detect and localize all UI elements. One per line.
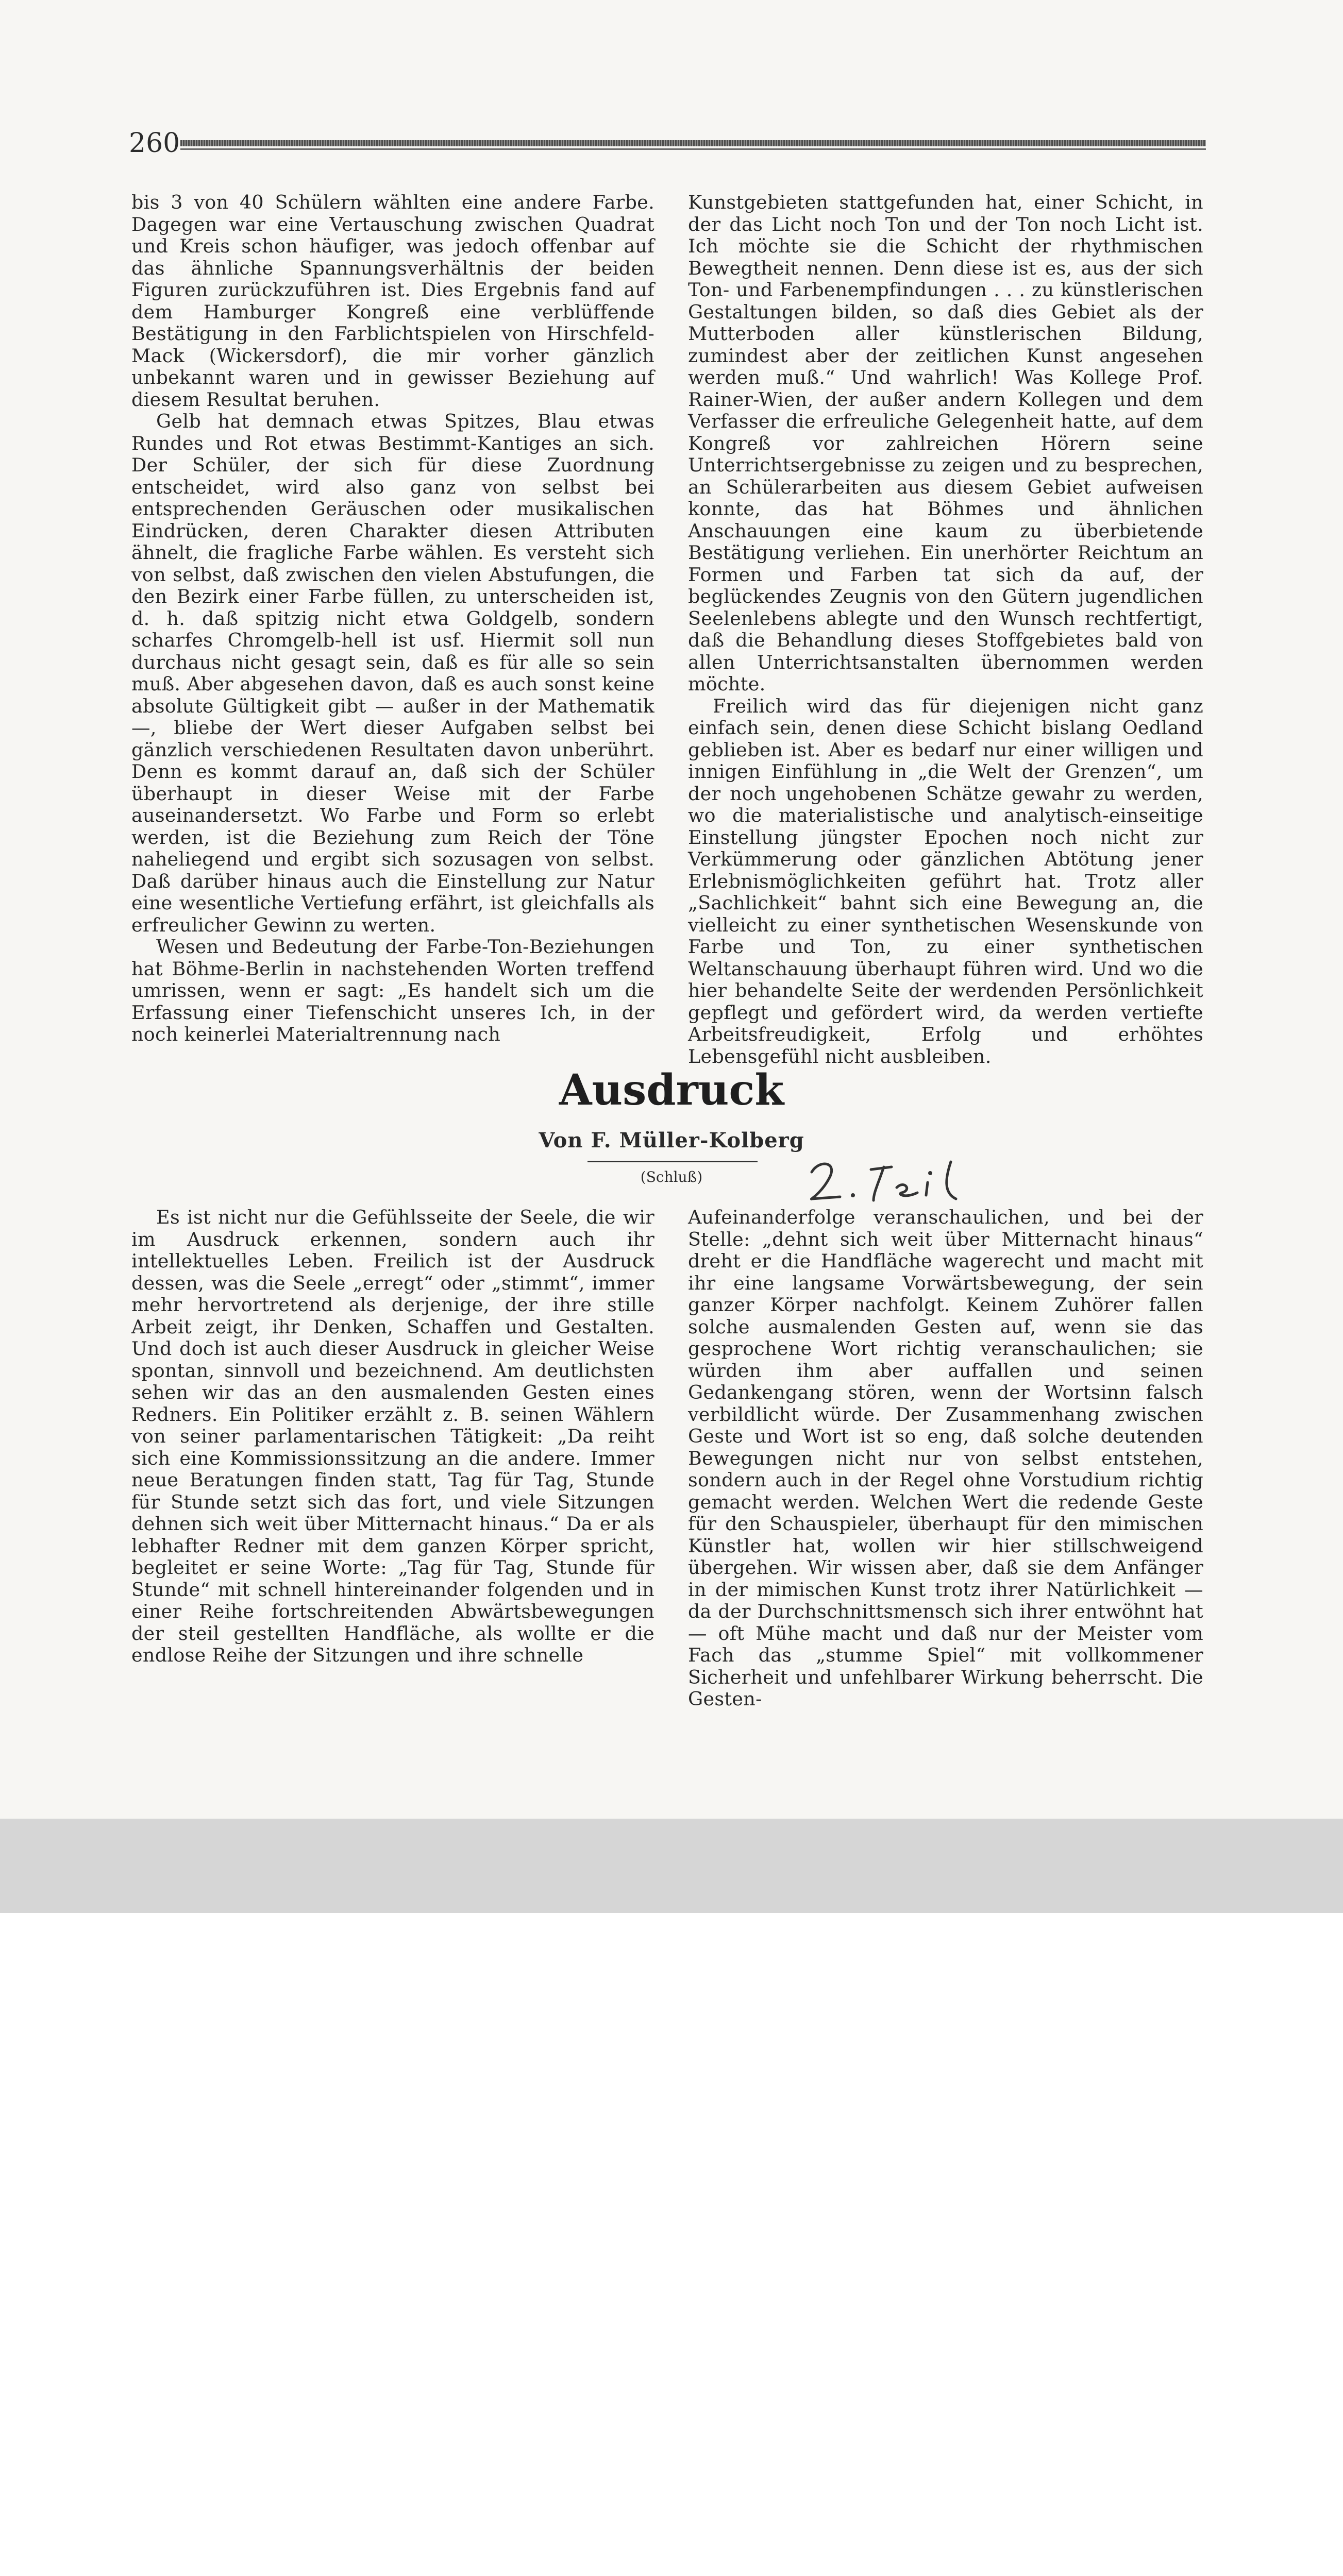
page-number: 260	[129, 128, 180, 159]
upper-left-column	[131, 192, 654, 1046]
paragraph: Aufeinanderfolge veranschaulichen, und bei der Stelle: „dehnt sich weit über Mitternacht hinaus“ dreht er die Handfläche wagerecht und macht mit ihr eine langsame Vorwärtsbewegung, der sein ganzer Körper nachfolgt. Keinem Zuhörer fallen solche ausmalenden Gesten auf, wenn sie das gesprochene Wort richtig veranschaulichen; sie würden ihm aber auffallen und seinen Gedankengang stören, wenn der Wortsinn falsch verbildlicht würde. Der Zusammenhang zwischen Geste und Wort ist so eng, daß solche deutenden Bewegungen nicht nur von selbst entstehen, sondern auch in der Regel ohne Vorstudium richtig gemacht werden. Welchen Wert die redende Geste für den Schauspieler, überhaupt für den mimischen Künstler hat, wollen wir hier stillschweigend übergehen. Wir wissen aber, daß sie dem Anfänger in der mimischen Kunst trotz ihrer Natürlichkeit — da der Durchschnittsmensch sich ihrer entwöhnt hat — oft Mühe macht und daß nur der Meister vom Fach das „stumme Spiel“ mit vollkommener Sicherheit und unfehlbarer Wirkung beherrscht. Die Gesten-	[688, 1206, 1203, 1710]
byline-rule	[587, 1161, 758, 1162]
article-byline: Von F. Müller-Kolberg	[539, 1128, 804, 1153]
paragraph: Gelb hat demnach etwas Spitzes, Blau etwas Rundes und Rot etwas Bestimmt-Kantiges an sich. Der Schüler, der sich für diese Zuordnung entscheidet, wird also ganz von selbst bei entsprechenden Geräuschen oder musikalischen Eindrücken, deren Charakter diesen Attributen ähnelt, die fragliche Farbe wählen. Es versteht sich von selbst, daß zwischen den vielen Abstufungen, die den Bezirk einer Farbe füllen, zu unterscheiden ist, d. h. daß spitzig nicht etwa Goldgelb, sondern scharfes Chromgelb-hell ist usf. Hiermit soll nun durchaus nicht gesagt sein, daß es für alle so sein muß. Aber abgesehen davon, daß es auch sonst keine absolute Gültigkeit gibt — außer in der Mathematik —, bliebe der Wert dieser Aufgaben selbst bei gänzlich verschiedenen Resultaten davon unberührt. Denn es kommt darauf an, daß sich der Schüler überhaupt in dieser Weise mit der Farbe auseinandersetzt. Wo Farbe und Form so erlebt werden, ist die Beziehung zum Reich der Töne naheliegend und ergibt sich sozusagen von selbst. Daß darüber hinaus auch die Einstellung zur Natur eine wesentliche Vertiefung erfährt, ist gleichfalls als erfreulicher Gewinn zu werten.	[131, 410, 654, 936]
paragraph: Freilich wird das für diejenigen nicht ganz einfach sein, denen diese Schicht bislang Oedland geblieben ist. Aber es bedarf nur einer willigen und innigen Einfühlung in „die Welt der Grenzen“, um der noch ungehobenen Schätze gewahr zu werden, wo die materialistische und analytisch-einseitige Einstellung jüngster Epochen noch nicht zur Verkümmerung oder gänzlichen Abtötung jener Erlebnismöglichkeiten geführt hat. Trotz aller „Sachlichkeit“ bahnt sich eine Bewegung an, die vielleicht zu einer synthetischen Wesenskunde von Farbe und Ton, zu einer synthetischen Weltanschauung überhaupt führen wird. Und wo die hier behandelte Seite der werdenden Persönlichkeit gepflegt und gefördert wird, da werden vertiefte Arbeitsfreudigkeit, Erfolg und erhöhtes Lebensgefühl nicht ausbleiben.	[688, 694, 1203, 1067]
footer-bar	[0, 1819, 1343, 1913]
lower-right-column	[688, 1207, 1203, 1710]
header-rule	[180, 140, 1206, 146]
lower-left-column	[131, 1207, 654, 1667]
paragraph: Wesen und Bedeutung der Farbe-Ton-Beziehungen hat Böhme-Berlin in nachstehenden Worten treffend umrissen, wenn er sagt: „Es handelt sich um die Erfassung einer Tiefenschicht unseres Ich, in der noch keinerlei Materialtrennung nach	[131, 936, 654, 1045]
article-title: Ausdruck	[559, 1065, 784, 1115]
paragraph: bis 3 von 40 Schülern wählten eine andere Farbe. Dagegen war eine Vertauschung zwischen Quadrat und Kreis schon häufiger, was jedoch offenbar auf das ähnliche Spannungsverhältnis der beiden Figuren zurückzuführen ist. Dies Ergebnis fand auf dem Hamburger Kongreß eine verblüffende Bestätigung in den Farblichtspielen von Hirschfeld-Mack (Wickersdorf), die mir vorher gänzlich unbekannt waren und in gewisser Beziehung auf diesem Resultat beruhen.	[131, 191, 654, 411]
upper-right-column	[688, 192, 1203, 1067]
paragraph: Kunstgebieten stattgefunden hat, einer Schicht, in der das Licht noch Ton und der Ton noch Licht ist. Ich möchte sie die Schicht der rhythmischen Bewegtheit nennen. Denn diese ist es, aus der sich Ton- und Farbenempfindungen . . . zu künstlerischen Gestaltungen bilden, so daß dies Gebiet als der Mutterboden aller künstlerischen Bildung, zumindest aber der zeitlichen Kunst angesehen werden muß.“ Und wahrlich! Was Kollege Prof. Rainer-Wien, der außer andern Kollegen und dem Verfasser die erfreuliche Gelegenheit hatte, auf dem Kongreß vor zahlreichen Hörern seine Unterrichtsergebnisse zu zeigen und zu besprechen, an Schülerarbeiten aus diesem Gebiet aufweisen konnte, das hat Böhmes und ähnlichen Anschauungen eine kaum zu überbietende Bestätigung verliehen. Ein unerhörter Reichtum an Formen und Farben tat sich da auf, der beglückendes Zeugnis von den Gütern jugendlichen Seelenlebens ablegte und den Wunsch rechtfertigt, daß die Behandlung dieses Stoffgebietes bald von allen Unterrichtsanstalten übernommen werden möchte.	[688, 191, 1203, 695]
paragraph: Es ist nicht nur die Gefühlsseite der Seele, die wir im Ausdruck erkennen, sondern auch ihr intellektuelles Leben. Freilich ist der Ausdruck dessen, was die Seele „erregt“ oder „stimmt“, immer mehr hervortretend als derjenige, der ihre stille Arbeit zeigt, ihr Denken, Schaffen und Gestalten. Und doch ist auch dieser Ausdruck in gleicher Weise spontan, sinnvoll und bezeichnend. Am deutlichsten sehen wir das an den ausmalenden Gesten eines Redners. Ein Politiker erzählt z. B. seinen Wählern von seiner parlamentarischen Tätigkeit: „Da reiht sich eine Kommissionssitzung an die andere. Immer neue Beratungen finden statt, Tag für Tag, Stunde für Stunde setzt sich das fort, und viele Sitzungen dehnen sich weit über Mitternacht hinaus.“ Da er als lebhafter Redner mit dem ganzen Körper spricht, begleitet er seine Worte: „Tag für Tag, Stunde für Stunde“ mit schnell hintereinander folgenden und in einer Reihe fortschreitenden Abwärtsbewegungen der steil gestellten Handfläche, als wollte er die endlose Reihe der Sitzungen und ihre schnelle	[131, 1206, 654, 1666]
article-subtitle: (Schluß)	[640, 1168, 703, 1185]
handwritten-note	[801, 1151, 982, 1208]
header-rule-line	[180, 148, 1206, 150]
